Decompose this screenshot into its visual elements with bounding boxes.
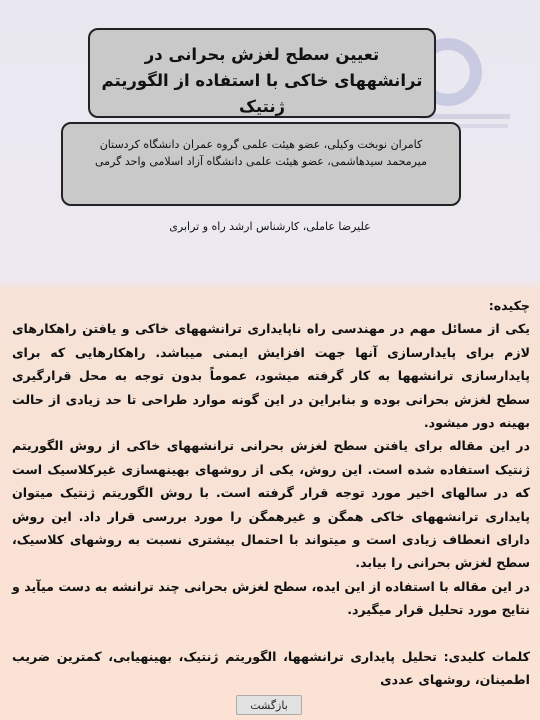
abstract-paragraph-3: در این مقاله با استفاده از این ایده، سطح لغزش بحرانی چند ترانشه به دست میآید و نتایج مورد تحلیل قرار میگیرد. [12, 578, 530, 618]
keywords-line [12, 645, 530, 692]
author-1: کامران نوبخت وکیلی، عضو هیئت علمی گروه عمران دانشگاه کردستان [99, 138, 423, 151]
paper-title: تعیین سطح لغزش بحرانی در ترانشههای خاکی با استفاده از الگوریتم ژنتیک [88, 28, 436, 118]
abstract-section [12, 294, 530, 692]
authors-box [61, 122, 461, 206]
back-button[interactable]: بازگشت [236, 695, 302, 715]
keywords-text: تحلیل پایداری ترانشهها، الگوریتم ژنتیک، بهینهیابی، کمترین ضریب اطمینان، روشهای عددی [12, 648, 530, 688]
keywords-label: کلمات کلیدی: [443, 648, 531, 664]
author-3: علیرضا عاملی، کارشناس ارشد راه و ترابری [169, 220, 371, 233]
abstract-heading: چکیده: [488, 298, 530, 313]
abstract-paragraph-1: یکی از مسائل مهم در مهندسی راه ناپایداری ترانشههای خاکی و یافتن راهکارهای لازم برای پایدارسازی آنها جهت افزایش ایمنی میباشد. راهکارهایی که برای پایدارسازی ترانشهها به کار گرفته میشود، عموماً بدون توجه به محل قرارگیری سطح لغزش بحرانی بوده و بنابراین در این گونه موارد طراحی تا حد زیادی از حالت بهینه دور میشود. [12, 321, 530, 431]
author-2: میرمحمد سیدهاشمی، عضو هیئت علمی دانشگاه آزاد اسلامی واحد گرمی [95, 155, 427, 168]
abstract-paragraph-2: در این مقاله برای یافتن سطح لغزش بحرانی ترانشههای خاکی از روش الگوریتم ژنتیک استفاده شده است. این روش، یکی از روشهای بهینهسازی غیرکلاسیک است که در سالهای اخیر مورد توجه قرار گرفته است. با روش الگوریتم ژنتیک میتوان پایداری ترانشههای خاکی همگن و غیرهمگن را مورد بررسی قرار داد. این روش دارای انعطاف زیادی است و میتواند با احتمال بیشتری نسبت به روشهای کلاسیک، سطح لغزش بحرانی را بیابد. [12, 438, 530, 571]
